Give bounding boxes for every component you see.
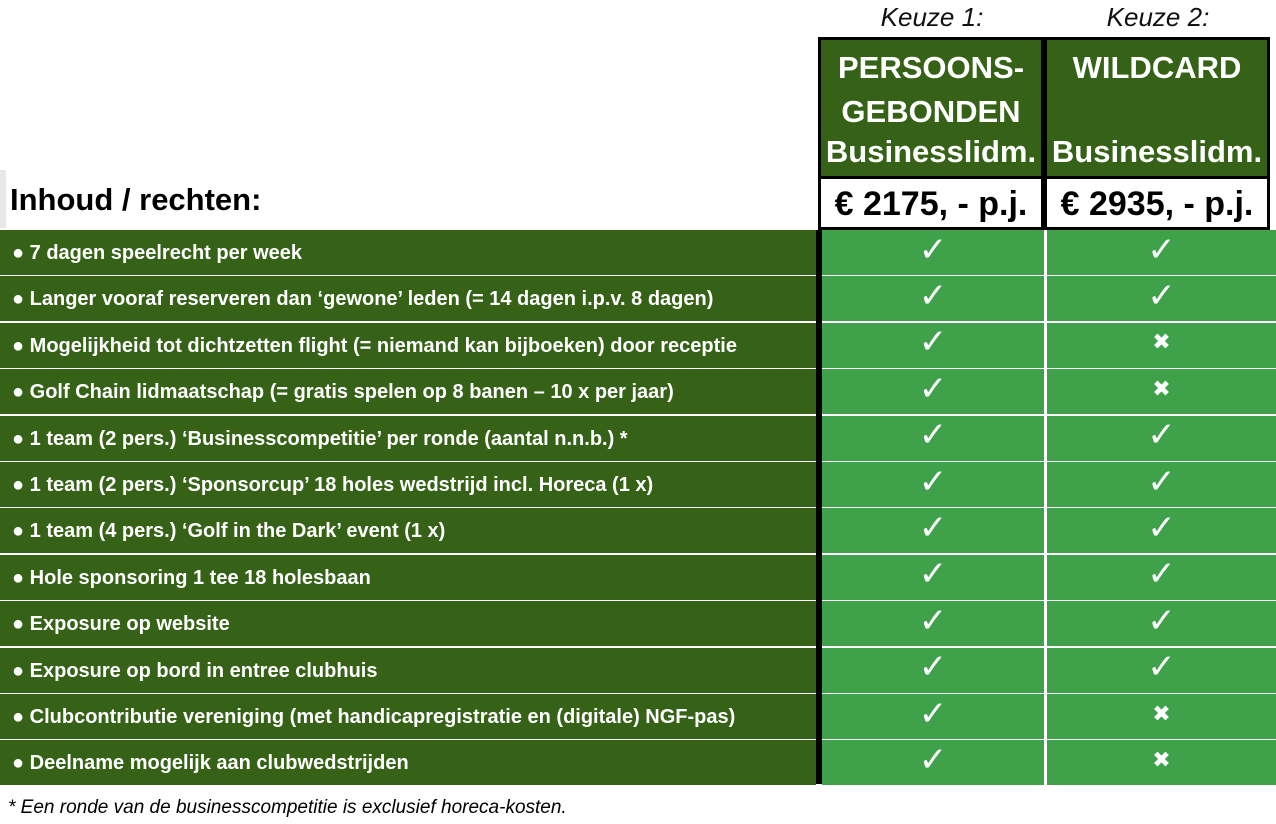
- plan-2-cell: [1047, 555, 1276, 600]
- feature-label: [0, 555, 816, 600]
- feature-row: [0, 648, 1276, 693]
- plan-1-header: [818, 37, 1044, 179]
- checkmark-icon: ✓: [918, 415, 948, 456]
- plan-1-cell: [822, 508, 1044, 553]
- bullet-icon: ●: [12, 288, 25, 311]
- plan-2-header: [1044, 37, 1270, 179]
- plan-2-cell: [1047, 323, 1276, 368]
- feature-row: [0, 555, 1276, 600]
- feature-row: [0, 369, 1276, 414]
- feature-row: [0, 740, 1276, 785]
- plan-1-cell: [822, 230, 1044, 275]
- bullet-icon: ●: [12, 613, 25, 636]
- feature-label: [0, 462, 816, 507]
- plan-2-cell: [1047, 740, 1276, 785]
- checkmark-icon: ✓: [918, 368, 948, 409]
- plan-1-cell: [822, 555, 1044, 600]
- plan-2-cell: [1047, 276, 1276, 321]
- choice-2-label: Keuze 2:: [1106, 2, 1210, 32]
- checkmark-icon: ✓: [918, 461, 948, 502]
- feature-label: [0, 369, 816, 414]
- feature-row: [0, 601, 1276, 646]
- cross-icon: ✖: [1152, 701, 1171, 727]
- plan-1-type: Businesslidm.: [825, 134, 1037, 169]
- bullet-icon: ●: [12, 381, 25, 404]
- plan-1-cell: [822, 462, 1044, 507]
- checkmark-icon: ✓: [1147, 600, 1176, 641]
- plan-1-price: € 2175, - p.j.: [818, 176, 1044, 230]
- plan-1-cell: [822, 694, 1044, 739]
- feature-text: Exposure op website: [29, 613, 230, 636]
- checkmark-icon: ✓: [1147, 229, 1176, 270]
- checkmark-icon: ✓: [918, 554, 948, 595]
- footnote: * Een ronde van de businesscompetitie is exclusief horeca-kosten.: [8, 797, 567, 818]
- plan-1-cell: [822, 369, 1044, 414]
- bullet-icon: ●: [12, 566, 25, 589]
- cross-icon: ✖: [1152, 747, 1171, 773]
- checkmark-icon: ✓: [918, 693, 948, 734]
- plan-2-cell: [1047, 601, 1276, 646]
- plan-2-name: WILDCARD: [1072, 50, 1242, 85]
- plan-1-cell: [822, 601, 1044, 646]
- plan-2-cell: [1047, 648, 1276, 693]
- choice-1-label: Keuze 1:: [880, 2, 984, 32]
- feature-row: [0, 276, 1276, 321]
- feature-row: [0, 462, 1276, 507]
- feature-text: 1 team (2 pers.) ‘Sponsorcup’ 18 holes wedstrijd incl. Horeca (1 x): [29, 474, 654, 496]
- checkmark-icon: ✓: [1147, 647, 1176, 688]
- plan-2-cell: [1047, 369, 1276, 414]
- plan-2-type: Businesslidm.: [1051, 134, 1263, 169]
- feature-row: [0, 508, 1276, 553]
- checkmark-icon: ✓: [1147, 554, 1176, 595]
- feature-text: Clubcontributie vereniging (met handicapregistratie en (digitale) NGF-pas): [29, 706, 736, 728]
- feature-row: [0, 694, 1276, 739]
- bullet-icon: ●: [12, 659, 25, 682]
- feature-label: [0, 508, 816, 553]
- plan-1-cell: [822, 740, 1044, 785]
- plan-1-name: PERSOONS- GEBONDEN: [837, 50, 1025, 129]
- plan-2-cell: [1047, 462, 1276, 507]
- checkmark-icon: ✓: [1147, 507, 1176, 548]
- checkmark-icon: ✓: [918, 229, 948, 270]
- feature-text: Exposure op bord in entree clubhuis: [29, 659, 378, 682]
- feature-row: [0, 230, 1276, 275]
- plan-2-cell: [1047, 230, 1276, 275]
- feature-row: [0, 323, 1276, 368]
- feature-text: Mogelijkheid tot dichtzetten flight (= niemand kan bijboeken) door receptie: [29, 334, 737, 357]
- cross-icon: ✖: [1152, 330, 1171, 356]
- plan-2-price: € 2935, - p.j.: [1044, 176, 1270, 230]
- checkmark-icon: ✓: [918, 322, 948, 363]
- checkmark-icon: ✓: [918, 739, 948, 780]
- feature-label: [0, 276, 816, 321]
- feature-text: Deelname mogelijk aan clubwedstrijden: [29, 752, 409, 775]
- plan-1-cell: [822, 323, 1044, 368]
- feature-text: 7 dagen speelrecht per week: [29, 242, 302, 264]
- plan-1-cell: [822, 416, 1044, 461]
- bullet-icon: ●: [12, 474, 25, 496]
- plan-1-cell: [822, 648, 1044, 693]
- checkmark-icon: ✓: [918, 647, 948, 688]
- heading-marker: [0, 170, 6, 228]
- checkmark-icon: ✓: [1147, 275, 1176, 316]
- feature-text: Golf Chain lidmaatschap (= gratis spelen op 8 banen – 10 x per jaar): [29, 381, 674, 404]
- plan-2-cell: [1047, 694, 1276, 739]
- section-heading: Inhoud / rechten:: [10, 182, 262, 217]
- bullet-icon: ●: [12, 334, 25, 357]
- checkmark-icon: ✓: [1147, 415, 1176, 456]
- plan-2-cell: [1047, 508, 1276, 553]
- bullet-icon: ●: [12, 706, 25, 728]
- bullet-icon: ●: [12, 242, 25, 264]
- checkmark-icon: ✓: [1147, 461, 1176, 502]
- bullet-icon: ●: [12, 752, 25, 775]
- feature-row: [0, 416, 1276, 461]
- checkmark-icon: ✓: [918, 600, 948, 641]
- checkmark-icon: ✓: [918, 507, 948, 548]
- plan-2-cell: [1047, 416, 1276, 461]
- feature-label: [0, 416, 816, 461]
- feature-label: [0, 601, 816, 646]
- cross-icon: ✖: [1152, 376, 1171, 402]
- feature-label: [0, 323, 816, 368]
- feature-label: [0, 694, 816, 739]
- feature-text: 1 team (2 pers.) ‘Businesscompetitie’ per ronde (aantal n.n.b.) *: [29, 427, 628, 450]
- feature-label: [0, 230, 816, 275]
- feature-text: Langer vooraf reserveren dan ‘gewone’ leden (= 14 dagen i.p.v. 8 dagen): [29, 288, 714, 311]
- plan-1-cell: [822, 276, 1044, 321]
- feature-text: 1 team (4 pers.) ‘Golf in the Dark’ event (1 x): [29, 520, 446, 543]
- bullet-icon: ●: [12, 427, 25, 450]
- bullet-icon: ●: [12, 520, 25, 543]
- feature-text: Hole sponsoring 1 tee 18 holesbaan: [29, 566, 371, 589]
- checkmark-icon: ✓: [918, 275, 948, 316]
- feature-label: [0, 648, 816, 693]
- feature-label: [0, 740, 816, 785]
